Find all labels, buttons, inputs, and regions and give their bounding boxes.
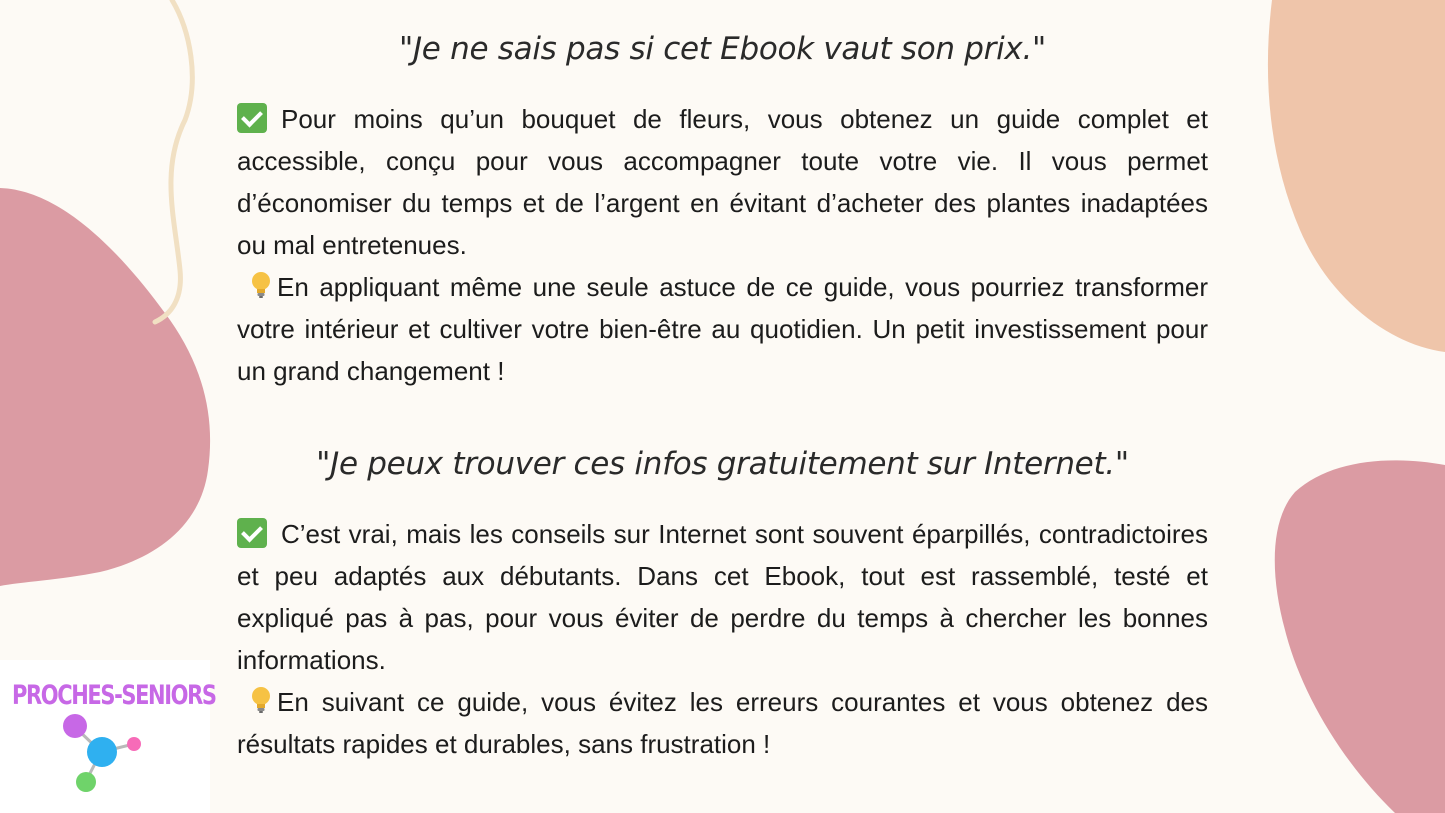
logo-text: PROCHES-SENIORS: [12, 680, 216, 710]
tip-paragraph-internet: [237, 681, 1208, 765]
answer-text-internet: C’est vrai, mais les conseils sur Internet sont souvent éparpillés, contradictoires et peu adaptés aux débutants. Dans cet Ebook, tout est rassemblé, testé et expliqué pas à pas, pour vous éviter de perdre du temps à chercher les bonnes informations.: [237, 519, 1208, 675]
tip-text-price: En appliquant même une seule astuce de ce guide, vous pourriez transformer votre intérieur et cultiver votre bien-être au quotidien. Un petit investissement pour un grand changement !: [237, 272, 1208, 386]
logo-molecule-icon: [0, 660, 216, 813]
tip-text-internet: En suivant ce guide, vous évitez les erreurs courantes et vous obtenez des résultats rapides et durables, sans frustration !: [237, 687, 1208, 759]
objection-heading-price: "Je ne sais pas si cet Ebook vaut son prix.": [398, 31, 1046, 67]
answer-paragraph-internet: [237, 513, 1208, 681]
objection-heading-internet: "Je peux trouver ces infos gratuitement sur Internet.": [316, 446, 1129, 482]
cream-curve-line: [155, 0, 192, 322]
answer-text-price: Pour moins qu’un bouquet de fleurs, vous obtenez un guide complet et accessible, conçu pour vous accompagner toute votre vie. Il vous permet d’économiser du temps et de l’argent en évitant d’acheter des plantes inadaptées ou mal entretenues.: [237, 104, 1208, 260]
check-mark-icon: [237, 518, 267, 548]
light-bulb-icon: [237, 685, 277, 715]
peach-blob-top-right: [1268, 0, 1445, 352]
answer-paragraph-price: [237, 98, 1208, 266]
check-mark-icon: [237, 103, 267, 133]
pink-blob-bottom-right: [1275, 460, 1445, 813]
tip-paragraph-price: [237, 266, 1208, 392]
proches-seniors-logo: [0, 660, 216, 813]
light-bulb-icon: [237, 270, 277, 300]
